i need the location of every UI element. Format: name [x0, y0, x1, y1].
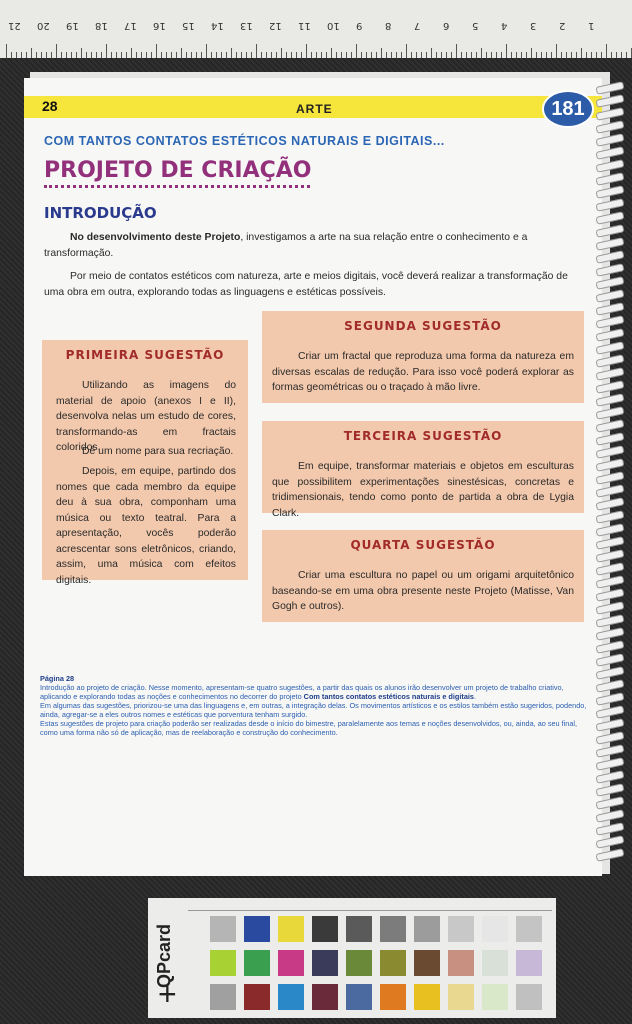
spiral-coil — [595, 679, 624, 693]
ruler-number: 19 — [66, 20, 79, 31]
suggestion-text: Utilizando as imagens do material de apoio (anexos I e II), desenvolva nelas um estudo de cores, transformando-as em fractais coloridos. — [56, 380, 236, 453]
spiral-coil — [595, 198, 624, 212]
spiral-coil — [595, 224, 624, 238]
suggestion-box-second — [262, 311, 584, 403]
spiral-coil — [595, 627, 624, 641]
spiral-coil — [595, 211, 624, 225]
suggestion-title: SEGUNDA SUGESTÃO — [344, 319, 502, 333]
notes-line: Estas sugestões de projeto para criação poderão ser realizadas desde o início do bimestre, paralelamente aos temas e noções desenvolvidos, ou, ainda, ao seu final, como uma forma não só de aplicação, mas de reelaboração e construção do conhecimento. — [40, 719, 578, 737]
intro-paragraph-1 — [44, 230, 584, 262]
spiral-coil — [595, 445, 624, 459]
spiral-coil — [595, 536, 624, 550]
color-swatch — [380, 916, 406, 942]
ruler-tick — [381, 48, 382, 58]
ruler-number: 20 — [37, 20, 50, 31]
spiral-coil — [595, 822, 624, 836]
color-swatch — [278, 916, 304, 942]
notes-line: Em algumas das sugestões, priorizou-se uma das linguagens e, em outras, a integração delas. Os movimentos artísticos e os estilos também estão sugeridos, podendo, ainda, agregar-se a eles outros nomes e estéticas que porventura tenham surgido. — [40, 701, 587, 719]
spiral-coil — [595, 380, 624, 394]
ruler-number: 17 — [124, 20, 137, 31]
color-swatch — [210, 984, 236, 1010]
suggestion-title: TERCEIRA SUGESTÃO — [343, 429, 503, 443]
notes-label: Página 28 — [40, 674, 75, 683]
spiral-coil — [595, 653, 624, 667]
color-swatch — [244, 916, 270, 942]
ruler-tick — [581, 48, 582, 58]
spiral-coil — [595, 783, 624, 797]
ruler-number: 13 — [240, 20, 253, 31]
ruler-number: 10 — [327, 20, 340, 31]
ruler-number: 15 — [182, 20, 195, 31]
ruler-number: 3 — [530, 20, 537, 31]
spiral-coil — [595, 666, 624, 680]
color-swatch — [414, 984, 440, 1010]
spiral-coil — [595, 770, 624, 784]
ruler-tick — [106, 44, 107, 58]
spiral-coil — [595, 809, 624, 823]
spiral-coil — [595, 146, 624, 160]
color-swatch — [448, 916, 474, 942]
spiral-coil — [595, 588, 624, 602]
ruler-tick — [556, 44, 557, 58]
intro-rest: , investigamos a arte na sua relação entre o conhecimento e a transformação. — [44, 232, 528, 259]
color-swatch — [244, 984, 270, 1010]
spiral-coil — [595, 744, 624, 758]
ruler-tick — [531, 48, 532, 58]
ruler-tick — [131, 48, 132, 58]
spiral-coil — [595, 757, 624, 771]
ruler-number: 8 — [385, 20, 392, 31]
ruler-number: 12 — [269, 20, 282, 31]
page-number: 28 — [42, 98, 58, 114]
spiral-coil — [595, 692, 624, 706]
suggestion-box-third — [262, 421, 584, 519]
ruler-tick — [206, 44, 207, 58]
color-calibration-card — [148, 898, 556, 1018]
ruler-tick — [81, 48, 82, 58]
spiral-coil — [595, 328, 624, 342]
spiral-coil — [595, 354, 624, 368]
title-underline — [44, 185, 310, 188]
ruler-number: 14 — [211, 20, 224, 31]
ruler-tick — [406, 44, 407, 58]
ruler-number: 1 — [588, 20, 595, 31]
ruler-number: 18 — [95, 20, 108, 31]
color-swatch — [346, 916, 372, 942]
color-swatch — [380, 984, 406, 1010]
spiral-coil — [595, 575, 624, 589]
spiral-coil — [595, 159, 624, 173]
spiral-coil — [595, 81, 624, 95]
card-logo: QPcard — [154, 923, 174, 989]
spiral-coil — [595, 393, 624, 407]
ruler-number: 11 — [298, 20, 311, 31]
spiral-coil — [595, 731, 624, 745]
spiral-coil — [595, 419, 624, 433]
ruler-number: 5 — [472, 20, 479, 31]
ruler-number: 16 — [153, 20, 166, 31]
spiral-coil — [595, 484, 624, 498]
intro-paragraph-2: Por meio de contatos estéticos com natureza, arte e meios digitais, você deverá realizar a transformação de uma obra em outra, explorando todas as linguagens e estéticas possíveis. — [44, 271, 568, 298]
color-swatch — [210, 916, 236, 942]
color-swatch — [516, 950, 542, 976]
spiral-coil — [595, 796, 624, 810]
color-swatch — [448, 950, 474, 976]
intro-heading: INTRODUÇÃO — [44, 204, 157, 222]
suggestion-text: Depois, em equipe, partindo dos nomes que cada membro da equipe deu à sua obra, componham uma música ou texto teatral. Para a apresentação, vocês poderão acrescentar sons eletrônicos, criando, assim, uma música com efeitos digitais. — [56, 466, 236, 586]
ruler-tick — [331, 48, 332, 58]
ruler-number: 4 — [501, 20, 508, 31]
spiral-coil — [595, 497, 624, 511]
suggestion-text: Criar uma escultura no papel ou um origami arquitetônico baseando-se em uma obra presente neste Projeto (Matisse, Van Gogh e outros). — [272, 570, 574, 612]
intro-bold: No desenvolvimento deste Projeto — [70, 232, 241, 243]
spiral-coil — [595, 133, 624, 147]
document-page — [24, 78, 602, 876]
color-swatch — [312, 950, 338, 976]
section-kicker: COM TANTOS CONTATOS ESTÉTICOS NATURAIS E DIGITAIS... — [44, 134, 445, 148]
spiral-coil — [595, 432, 624, 446]
ruler-number: 21 — [8, 20, 21, 31]
card-scale — [188, 900, 552, 911]
color-swatch — [278, 984, 304, 1010]
spiral-coil — [595, 523, 624, 537]
color-swatch — [414, 916, 440, 942]
ruler-tick — [281, 48, 282, 58]
ruler-tick — [456, 44, 457, 58]
spiral-coil — [595, 406, 624, 420]
ruler-tick — [431, 48, 432, 58]
color-swatch — [482, 984, 508, 1010]
spiral-coil — [595, 718, 624, 732]
spiral-coil — [595, 250, 624, 264]
spiral-coil — [595, 120, 624, 134]
spiral-coil — [595, 835, 624, 849]
crosshair-icon: + — [158, 976, 177, 1012]
spiral-coil — [595, 315, 624, 329]
spiral-coil — [595, 705, 624, 719]
ruler-tick — [481, 48, 482, 58]
ruler-number: 2 — [559, 20, 566, 31]
color-swatch — [414, 950, 440, 976]
spiral-coil — [595, 172, 624, 186]
color-swatch — [312, 984, 338, 1010]
ruler-tick — [31, 48, 32, 58]
spiral-coil — [595, 94, 624, 108]
color-swatch — [482, 950, 508, 976]
ruler — [0, 0, 632, 59]
spiral-coil — [595, 458, 624, 472]
ruler-tick — [6, 44, 7, 58]
ruler-tick — [506, 44, 507, 58]
spiral-coil — [595, 471, 624, 485]
page-badge: 181 — [542, 90, 594, 128]
spiral-coil — [595, 289, 624, 303]
spiral-coil — [595, 640, 624, 654]
suggestion-title: PRIMEIRA SUGESTÃO — [65, 348, 225, 362]
color-swatch — [516, 984, 542, 1010]
ruler-tick — [256, 44, 257, 58]
page-title: PROJETO DE CRIAÇÃO — [44, 158, 312, 183]
ruler-tick — [306, 44, 307, 58]
color-swatch — [346, 984, 372, 1010]
ruler-number: 6 — [443, 20, 450, 31]
suggestion-text: Em equipe, transformar materiais e objetos em esculturas que possibilitem experimentações sinestésicas, concretas e tridimensionais, tendo como ponto de partida a obra de Lygia Clark. — [272, 461, 574, 519]
color-swatch — [210, 950, 236, 976]
spiral-coil — [595, 601, 624, 615]
color-swatch — [482, 916, 508, 942]
suggestion-title: QUARTA SUGESTÃO — [350, 538, 496, 552]
spiral-coil — [595, 237, 624, 251]
ruler-tick — [356, 44, 357, 58]
color-swatch — [244, 950, 270, 976]
spiral-coil — [595, 367, 624, 381]
ruler-tick — [181, 48, 182, 58]
spiral-coil — [595, 341, 624, 355]
ruler-tick — [156, 44, 157, 58]
spiral-coil — [595, 302, 624, 316]
suggestion-text: Criar um fractal que reproduza uma forma da natureza em diversas escalas de redução. Para isso você poderá explorar as formas geométricas ou o traçado à mão livre. — [272, 351, 574, 393]
ruler-number: 7 — [414, 20, 421, 31]
subject-label: ARTE — [296, 102, 333, 116]
color-swatch — [516, 916, 542, 942]
ruler-tick — [56, 44, 57, 58]
spiral-coil — [595, 562, 624, 576]
color-swatch — [380, 950, 406, 976]
color-swatch — [346, 950, 372, 976]
spiral-coil — [595, 848, 624, 862]
spiral-binding — [596, 84, 628, 864]
spiral-coil — [595, 276, 624, 290]
notes-line: Introdução ao projeto de criação. Nesse momento, apresentam-se quatro sugestões, a partir das quais os alunos irão desenvolver um projeto de trabalho criativo, aplicando e explorando todas as noções e conhecimentos no decorrer do projeto — [40, 683, 564, 701]
suggestion-box-first — [42, 340, 248, 586]
teacher-notes: Página 28 Introdução ao projeto de criação. Nesse momento, apresentam-se quatro sugestões, a partir das quais os alunos irão desenvolver um projeto de trabalho criativo, aplicando e explorando todas as noções e conhecimentos no decorrer do projeto Com tantos contatos estéticos naturais e digitais. Em algumas das sugestões, priorizou-se uma das linguagens e, em outras, a integração delas. Os movimentos artísticos e os estilos também estão sugeridos, podendo, ainda, agregar-se a eles outros nomes e estéticas que porventura tenham surgido. Estas sugestões de projeto para criação poderão ser realizadas desde o início do bimestre, paralelamente aos temas e noções desenvolvidos, ou, ainda, ao seu final, como uma forma não só de aplicação, mas de reelaboração e construção do conhecimento. — [40, 674, 587, 737]
spiral-coil — [595, 263, 624, 277]
color-swatch — [448, 984, 474, 1010]
spiral-coil — [595, 185, 624, 199]
ruler-tick — [231, 48, 232, 58]
spiral-coil — [595, 510, 624, 524]
notes-bold: Com tantos contatos estéticos naturais e digitais — [303, 692, 474, 701]
suggestion-box-fourth — [262, 530, 584, 622]
ruler-tick — [606, 44, 607, 58]
spiral-coil — [595, 107, 624, 121]
color-swatch — [312, 916, 338, 942]
suggestion-text: Dê um nome para sua recriação. — [82, 446, 234, 457]
spiral-coil — [595, 549, 624, 563]
spiral-coil — [595, 614, 624, 628]
ruler-number: 9 — [356, 20, 363, 31]
color-swatch — [278, 950, 304, 976]
